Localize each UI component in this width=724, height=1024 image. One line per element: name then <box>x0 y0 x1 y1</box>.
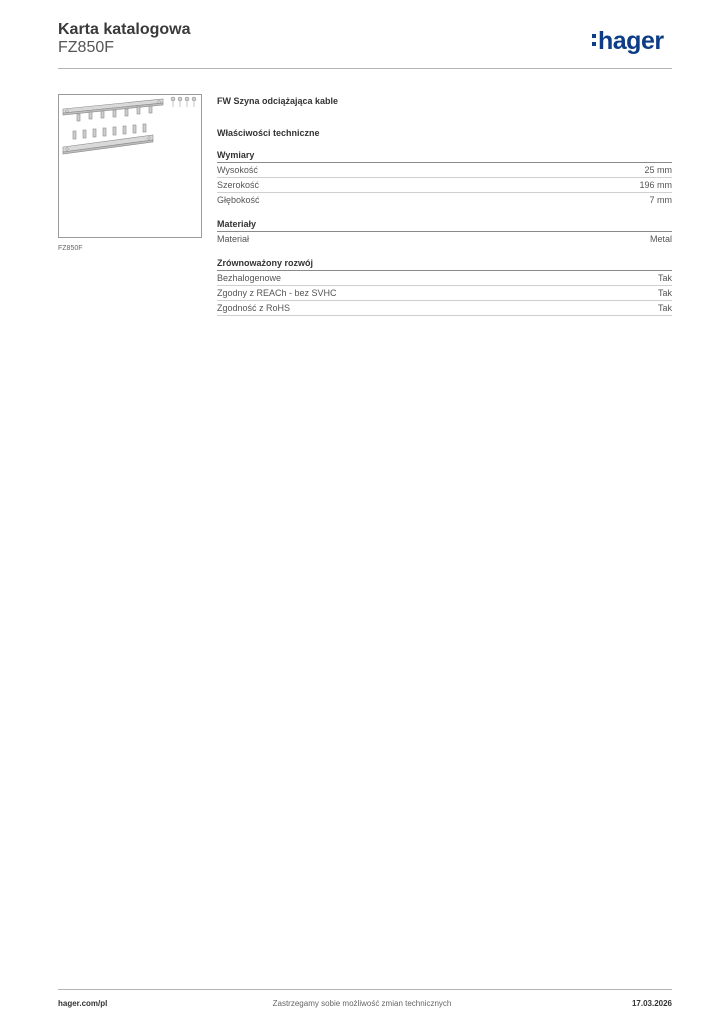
spec-value: 7 mm <box>649 195 672 205</box>
logo-text: hager <box>598 27 664 55</box>
spec-value: Tak <box>657 303 672 313</box>
spec-row <box>217 286 672 301</box>
spec-value: Metal <box>649 234 672 244</box>
spec-value: 196 mm <box>639 180 672 190</box>
spec-row <box>217 232 672 246</box>
footer-date: 17.03.2026 <box>631 999 672 1008</box>
spec-row <box>217 271 672 286</box>
logo-colon-mark <box>592 34 596 46</box>
spec-value: 25 mm <box>644 165 672 175</box>
sustainability-group <box>217 258 672 316</box>
group-title: Wymiary <box>217 150 672 163</box>
spec-label: Zgodny z REACh - bez SVHC <box>217 288 337 298</box>
dimensions-group <box>217 150 672 207</box>
spec-row <box>217 163 672 178</box>
footer-divider <box>58 989 672 990</box>
spec-label: Bezhalogenowe <box>217 273 282 283</box>
spec-row <box>217 193 672 207</box>
product-code: FZ850F <box>58 39 115 56</box>
spec-label: Wysokość <box>217 165 258 175</box>
product-image <box>58 94 202 238</box>
spec-label: Materiał <box>217 234 250 244</box>
product-details <box>217 96 672 328</box>
spec-row <box>217 178 672 193</box>
footer-website-link[interactable]: hager.com/pl <box>58 999 108 1008</box>
image-caption: FZ850F <box>58 245 83 252</box>
materials-group <box>217 219 672 246</box>
spec-value: Tak <box>657 273 672 283</box>
header-divider <box>58 68 672 69</box>
product-name: FW Szyna odciążająca kable <box>217 96 339 106</box>
spec-label: Szerokość <box>217 180 260 190</box>
spec-label: Głębokość <box>217 195 260 205</box>
group-title: Zrównoważony rozwój <box>217 258 672 271</box>
group-title: Materiały <box>217 219 672 232</box>
spec-row <box>217 301 672 316</box>
spec-label: Zgodność z RoHS <box>217 303 291 313</box>
spec-value: Tak <box>657 288 672 298</box>
footer-disclaimer: Zastrzegamy sobie możliwość zmian technicznych <box>272 999 452 1008</box>
document-title: Karta katalogowa <box>58 21 191 38</box>
technical-properties-heading: Właściwości techniczne <box>217 128 320 138</box>
cable-rail-illustration <box>59 95 201 237</box>
hager-logo <box>592 27 664 56</box>
